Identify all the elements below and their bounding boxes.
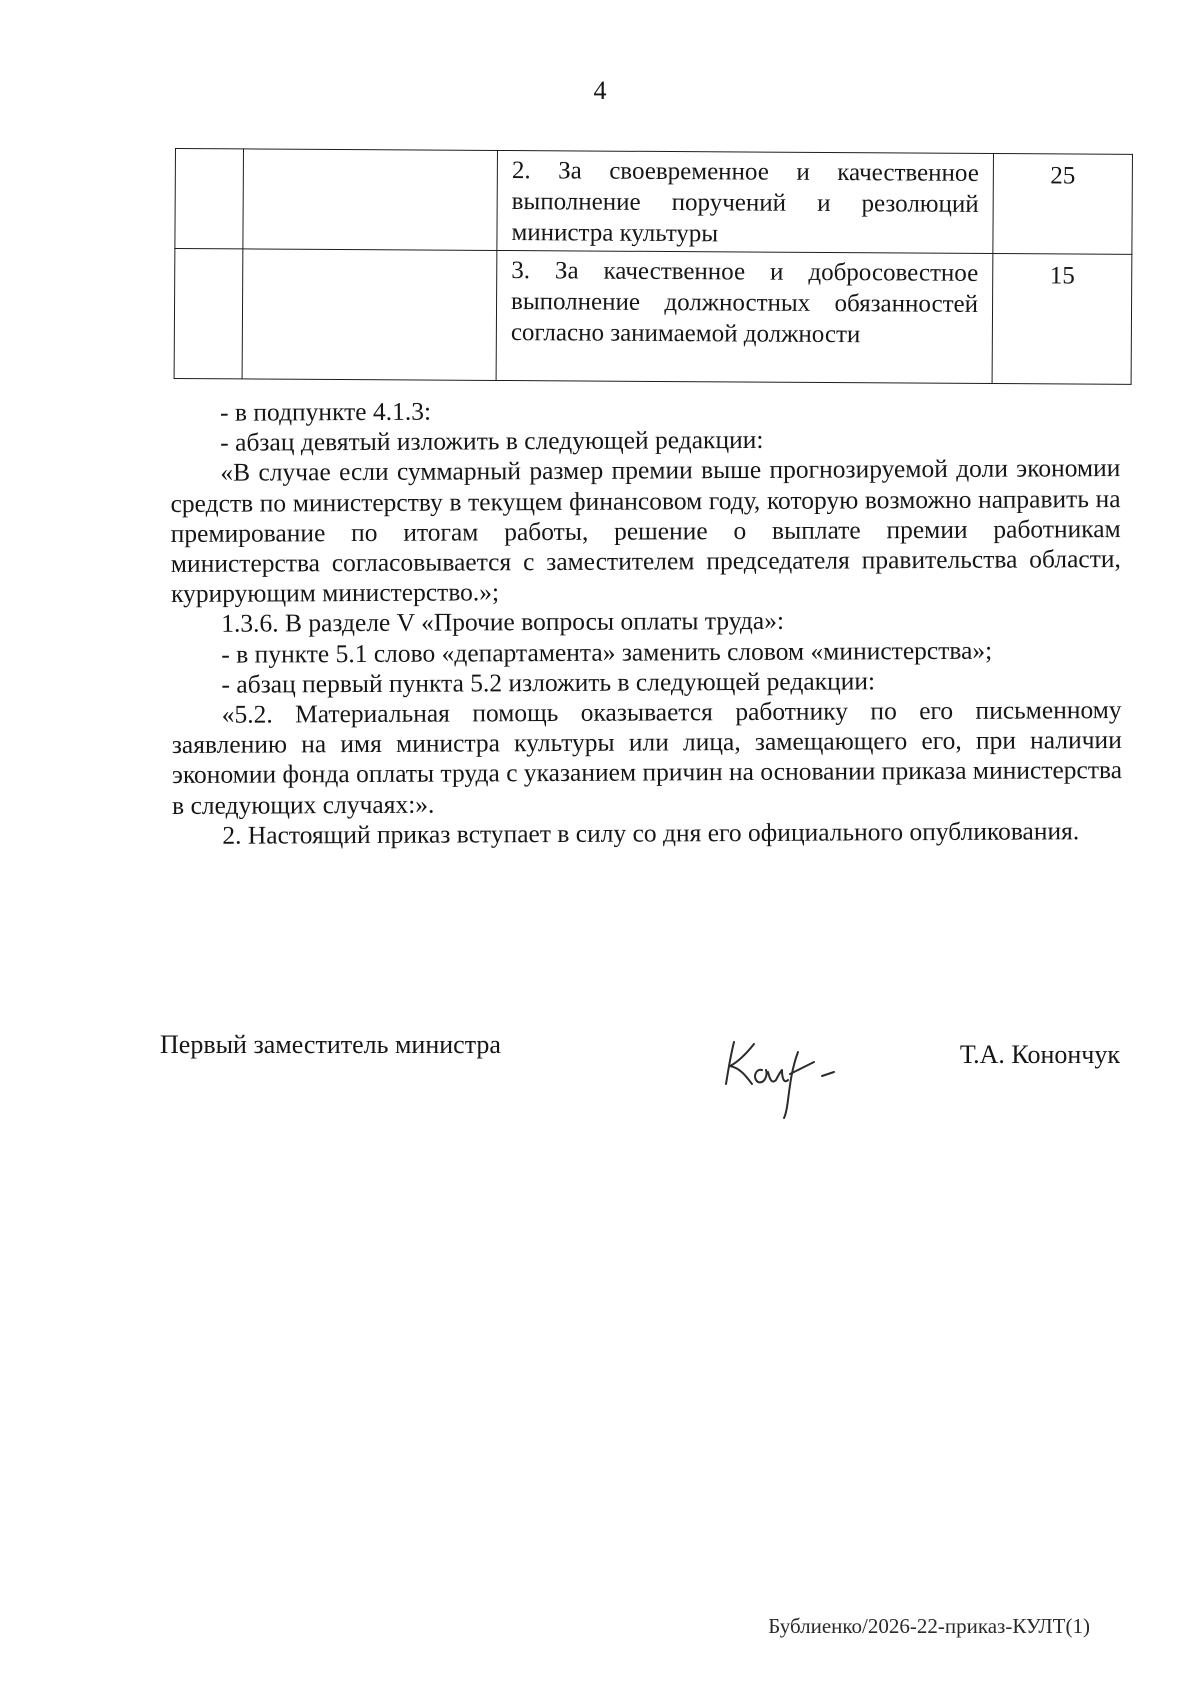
document-reference: Бублиенко/2026-22-приказ-КУЛТ(1) [768, 1614, 1090, 1638]
paragraph: - в подпункте 4.1.3: [219, 396, 432, 427]
value-cell [993, 153, 1133, 254]
paragraph: - абзац первый пункта 5.2 изложить в следующей редакции: [221, 666, 876, 699]
criterion-text: 3. За качественное и добросовестное выполнение должностных обязанностей согласно занимаемой должности [510, 257, 979, 349]
table-cell-empty [243, 149, 498, 251]
page-number: 4 [593, 76, 607, 105]
table-row [174, 249, 1132, 385]
paragraph: 1.3.6. В разделе V «Прочие вопросы оплаты труда»: [221, 606, 785, 639]
criterion-cell [496, 250, 993, 383]
table-row [175, 149, 1133, 255]
criterion-value: 25 [1050, 162, 1076, 190]
criterion-cell [497, 150, 994, 253]
value-cell [992, 253, 1132, 384]
table-cell-empty [175, 149, 244, 249]
signature-block [160, 1022, 1120, 1122]
paragraph: - в пункте 5.1 слово «департамента» заменить словом «министерства»; [221, 635, 993, 669]
signatory-name: Т.А. Конончук [959, 1040, 1120, 1069]
paragraph-quote: «5.2. Материальная помощь оказывается работнику по его письменному заявлению на имя министра культуры или лица, замещающего его, при наличии экономии фонда оплаты труда с указанием причин на основании приказа министерства в следующих случаях:». [171, 695, 1123, 820]
criterion-value: 15 [1049, 262, 1075, 290]
handwritten-signature [710, 1022, 860, 1122]
paragraph-quote: «В случае если суммарный размер премии выше прогнозируемой доли экономии средств по министерству в текущем финансовом году, которую возможно направить на премирование по итогам работы, решение о выплате премии работникам министерства согласовывается с заместителем председателя правительства области, курирующим министерство.»; [170, 453, 1121, 609]
paragraph: 2. Настоящий приказ вступает в силу со дня его официального опубликования. [222, 816, 1080, 850]
document-body [170, 393, 1122, 851]
table-cell-empty [174, 249, 243, 379]
table-cell-empty [242, 249, 497, 381]
paragraph: - абзац девятый изложить в следующей редакции: [220, 425, 764, 457]
criterion-text: 2. За своевременное и качественное выполнение поручений и резолюций министра культуры [511, 157, 979, 248]
criteria-table [174, 148, 1133, 385]
signatory-title: Первый заместитель министра [160, 1030, 501, 1059]
